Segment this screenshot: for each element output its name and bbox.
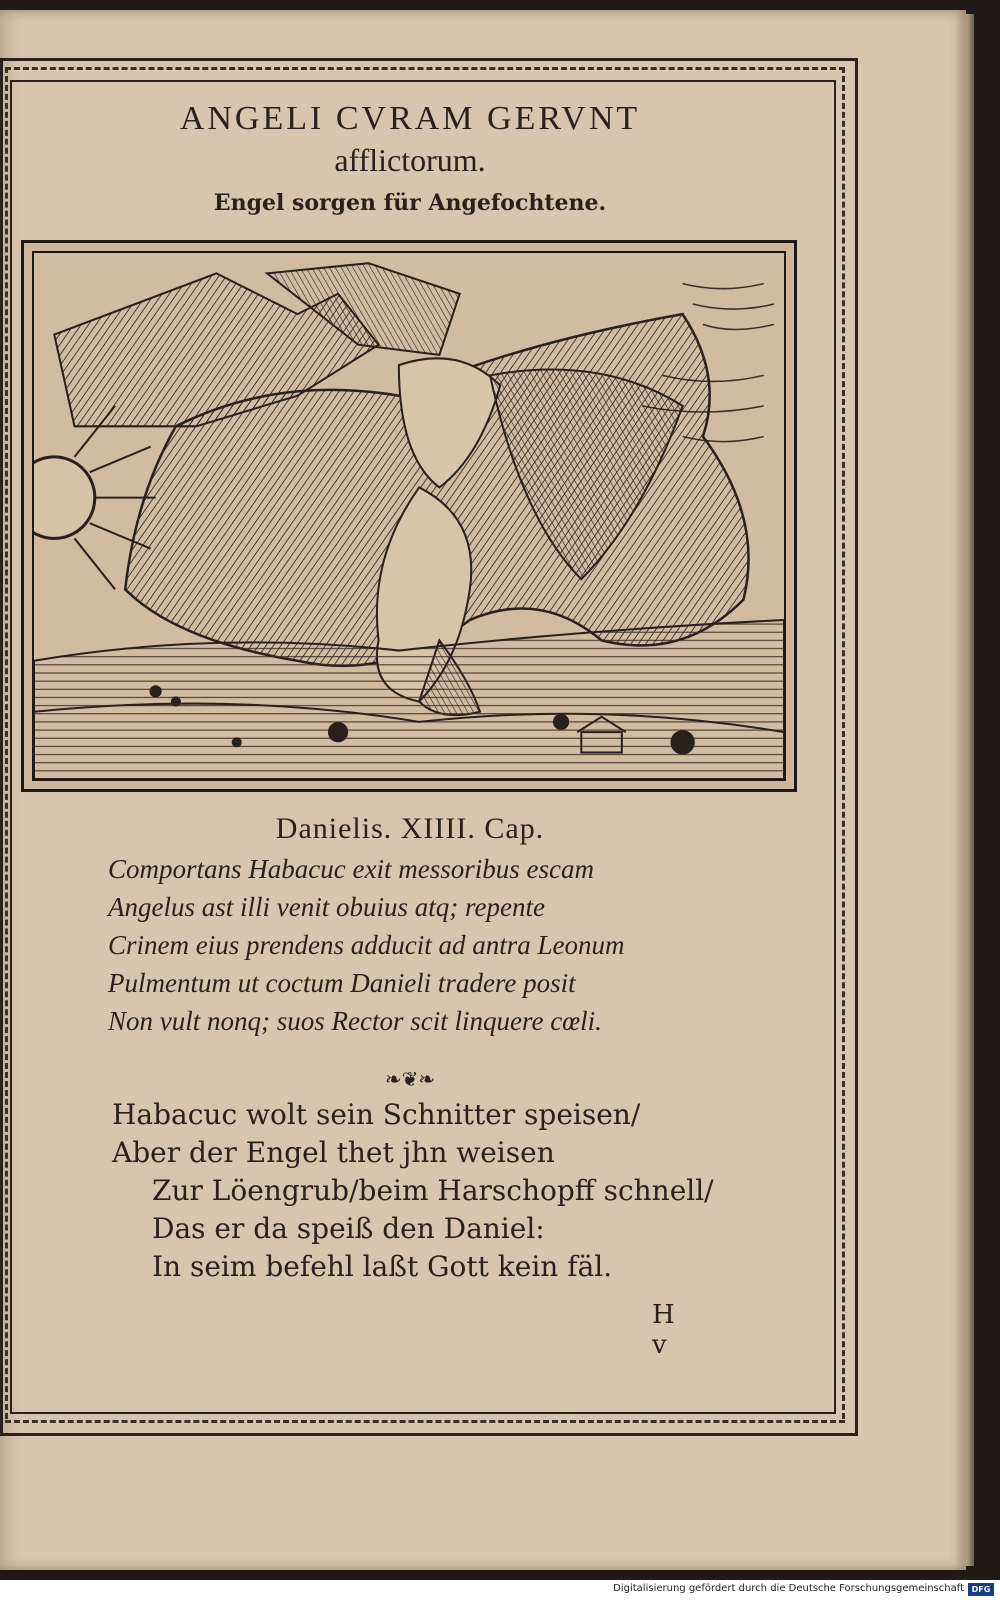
german-verse-line: Das er da speiß den Daniel: [152,1212,545,1245]
german-verse-line: In seim befehl laßt Gott kein fäl. [152,1250,613,1283]
latin-verse-line: Pulmentum ut coctum Danieli tradere posit [108,968,576,998]
latin-verse-line: Non vult nonq; suos Rector scit linquere cœli. [108,1006,602,1036]
german-verse-line: Zur Löengrub/beim Harschopff schnell/ [152,1174,714,1207]
german-verse-line: Habacuc wolt sein Schnitter speisen/ [112,1098,641,1131]
woodcut-frame [32,251,786,781]
woodcut-illustration [21,240,797,792]
heading-german: Engel sorgen für Angefochtene. [213,190,607,216]
dfg-logo: DFG [968,1583,994,1596]
heading-latin-line2: afflictorum. [334,142,486,178]
heading-latin-line1: ANGELI CVRAM GERVNT [179,100,641,137]
latin-verse-line: Angelus ast illi venit obuius atq; repente [108,892,545,922]
woodcut-image [34,253,784,779]
signature-mark: H v [652,1300,705,1360]
german-verse-line: Aber der Engel thet jhn weisen [112,1136,555,1169]
chapter-reference: Danielis. XIIII. Cap. [275,812,545,845]
page-edge [966,14,974,1566]
ornament-fleuron: ❧❦❧ [384,1067,436,1091]
footer-credit: Digitalisierung gefördert durch die Deutsche Forschungsgemeinschaft [613,1583,964,1594]
latin-verse-line: Crinem eius prendens adducit ad antra Leonum [108,930,625,960]
latin-verse-line: Comportans Habacuc exit messoribus escam [108,854,594,884]
